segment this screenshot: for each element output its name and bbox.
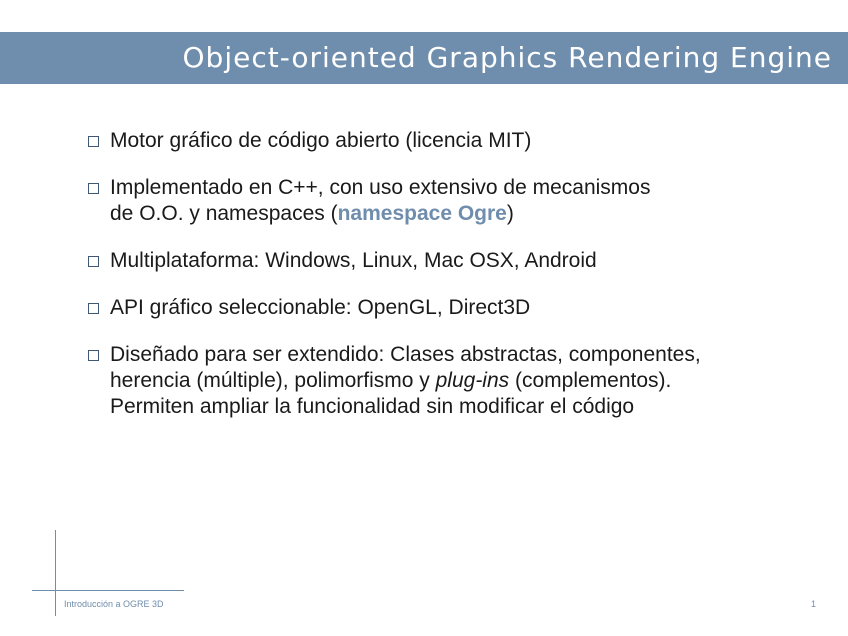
bullet-list (88, 128, 778, 441)
bullet-item-api (88, 295, 778, 321)
plugins-italic: plug-ins (435, 369, 510, 392)
slide-title: Object-oriented Graphics Rendering Engine (182, 41, 832, 74)
bullet-text-continuation (110, 368, 778, 394)
bullet-text-fragment: herencia (múltiple), polimorfismo y (110, 369, 436, 392)
bullet-text-continuation: Permiten ampliar la funcionalidad sin modificar el código (110, 395, 635, 418)
title-bar (0, 32, 848, 84)
frame-vertical-line (55, 530, 56, 616)
bullet-item-cpp (88, 175, 778, 227)
bullet-text-continuation (110, 201, 778, 227)
checkbox-bullet-icon (88, 136, 99, 147)
bullet-item-extensible (88, 342, 778, 420)
bullet-item-multiplatform (88, 248, 778, 274)
bullet-text-fragment: ) (506, 202, 514, 225)
bullet-text-fragment: de O.O. y namespaces ( (110, 202, 338, 225)
footer-text: Introducción a OGRE 3D (64, 599, 164, 609)
bullet-text: Multiplataforma: Windows, Linux, Mac OSX, Android (110, 249, 597, 272)
checkbox-bullet-icon (88, 350, 99, 361)
bullet-text: Diseñado para ser extendido: Clases abstractas, componentes, (110, 343, 701, 366)
page-number: 1 (810, 599, 816, 609)
bullet-text-fragment: (complementos). (509, 369, 672, 392)
bullet-text: Motor gráfico de código abierto (licencia MIT) (110, 129, 532, 152)
frame-horizontal-line (32, 590, 184, 591)
checkbox-bullet-icon (88, 303, 99, 314)
checkbox-bullet-icon (88, 256, 99, 267)
bullet-text: Implementado en C++, con uso extensivo de mecanismos (110, 176, 651, 199)
checkbox-bullet-icon (88, 183, 99, 194)
bullet-item-open-source (88, 128, 778, 154)
namespace-highlight: namespace Ogre (337, 202, 507, 225)
bullet-text: API gráfico seleccionable: OpenGL, Direct3D (110, 296, 531, 319)
